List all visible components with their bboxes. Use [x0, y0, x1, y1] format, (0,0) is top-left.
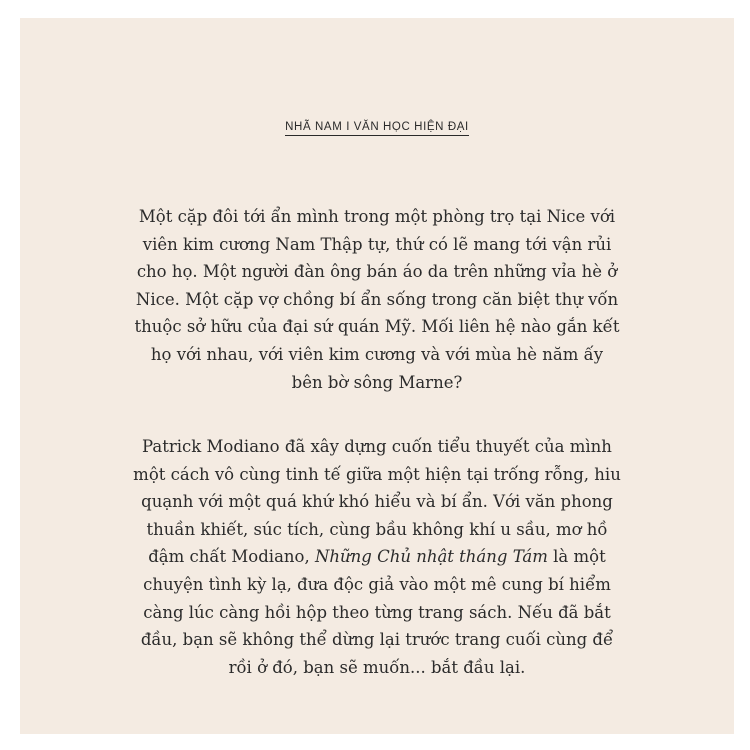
category-name: VĂN HỌC HIỆN ĐẠI	[353, 121, 469, 133]
paragraph-line: rồi ở đó, bạn sẽ muốn... bắt đầu lại.	[228, 657, 526, 677]
paragraph-line: Nice. Một cặp vợ chồng bí ẩn sống trong căn biệt thự vốn	[135, 289, 619, 309]
paragraph-line: một cách vô cùng tinh tế giữa một hiện tại trống rỗng, hiu	[133, 464, 621, 484]
publisher-name: NHÃ NAM	[285, 121, 343, 133]
paragraph-line: viên kim cương Nam Thập tự, thứ có lẽ mang tới vận rủi	[142, 234, 612, 254]
paragraph-line: bên bờ sông Marne?	[291, 372, 463, 392]
paragraph-line: thuần khiết, súc tích, cùng bầu không khí u sầu, mơ hồ	[146, 519, 608, 539]
paragraph-line	[20, 543, 734, 571]
paragraph-line: họ với nhau, với viên kim cương và với mùa hè năm ấy	[150, 344, 604, 364]
blurb-paragraph-2	[20, 433, 734, 681]
paragraph-line: cho họ. Một người đàn ông bán áo da trên những vỉa hè ở	[136, 262, 618, 282]
paragraph-line: càng lúc càng hồi hộp theo từng trang sách. Nếu đã bắt	[143, 602, 611, 622]
book-title: Những Chủ nhật tháng Tám	[314, 547, 548, 567]
paragraph-line: Một cặp đôi tới ẩn mình trong một phòng trọ tại Nice với	[138, 207, 616, 226]
line-text: là một	[547, 547, 606, 567]
paragraph-line: Patrick Modiano đã xây dựng cuốn tiểu thuyết của mình	[142, 437, 612, 456]
paragraph-line: đầu, bạn sẽ không thể dừng lại trước trang cuối cùng để	[140, 630, 614, 650]
blurb-paragraph-1	[20, 203, 734, 396]
paragraph-line: quạnh với một quá khứ khó hiểu và bí ẩn. Với văn phong	[141, 492, 613, 512]
header-separator: I	[346, 121, 350, 133]
publisher-header	[20, 121, 734, 136]
paragraph-line: chuyện tình kỳ lạ, đưa độc giả vào một mê cung bí hiểm	[143, 574, 611, 594]
header-underline	[285, 121, 469, 136]
line-text: đậm chất Modiano,	[148, 547, 315, 567]
paragraph-line: thuộc sở hữu của đại sứ quán Mỹ. Mối liên hệ nào gắn kết	[134, 317, 620, 337]
book-back-cover	[20, 18, 734, 734]
